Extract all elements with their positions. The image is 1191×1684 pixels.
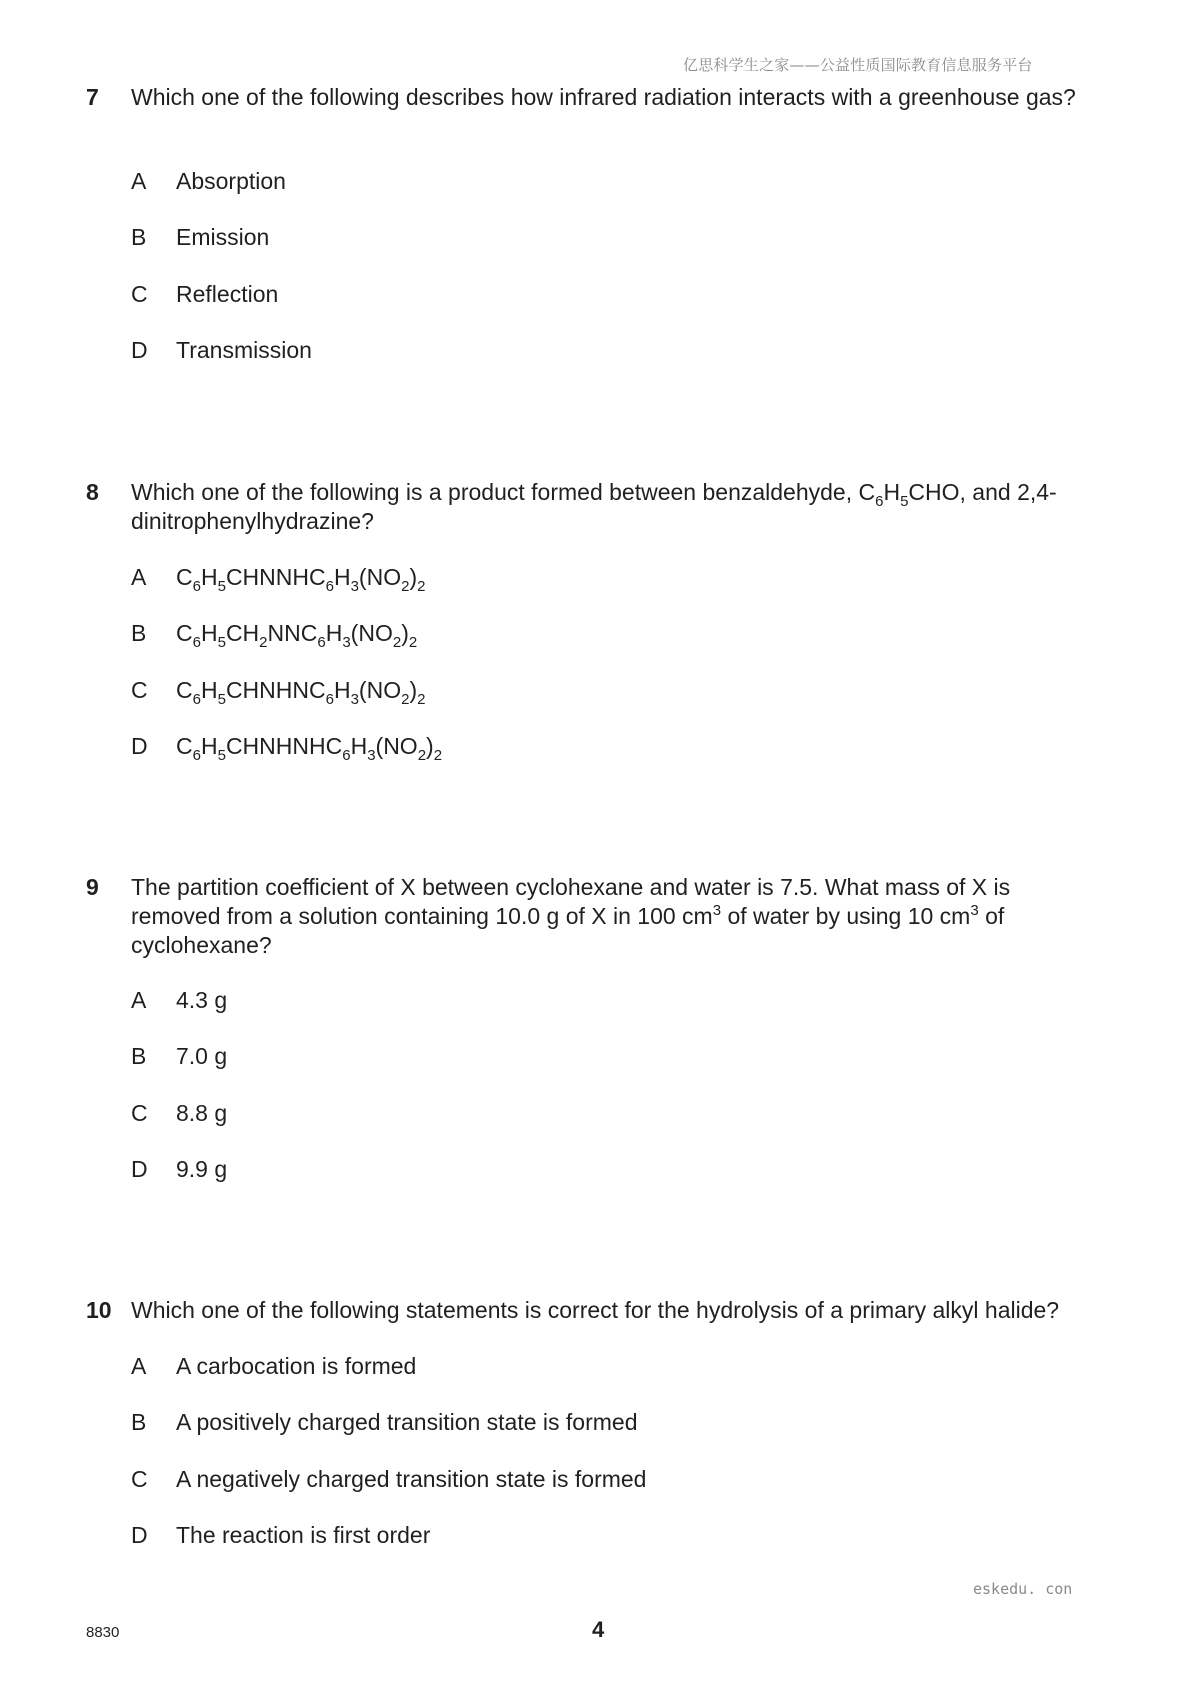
option-b[interactable] xyxy=(131,1408,638,1437)
option-letter: A xyxy=(131,564,147,590)
header-watermark: 亿思科学生之家——公益性质国际教育信息服务平台 xyxy=(683,56,1033,74)
option-letter: C xyxy=(131,1100,148,1126)
option-letter: B xyxy=(131,1409,147,1435)
option-b[interactable] xyxy=(131,223,269,252)
option-letter: A xyxy=(131,987,147,1013)
option-a[interactable] xyxy=(131,563,426,595)
option-text: Transmission xyxy=(176,337,312,363)
option-letter: C xyxy=(131,677,148,703)
option-text: Emission xyxy=(176,224,270,250)
option-b[interactable] xyxy=(131,1042,227,1071)
option-a[interactable] xyxy=(131,1352,416,1381)
option-letter: B xyxy=(131,224,147,250)
option-c[interactable] xyxy=(131,280,278,309)
option-c[interactable] xyxy=(131,1465,646,1494)
option-text: 4.3 g xyxy=(176,987,228,1013)
option-c[interactable] xyxy=(131,1099,227,1128)
paper-code: 8830 xyxy=(86,1624,120,1641)
option-b[interactable] xyxy=(131,619,418,651)
option-a[interactable] xyxy=(131,167,286,196)
option-letter: B xyxy=(131,620,147,646)
option-letter: C xyxy=(131,281,148,307)
option-letter: B xyxy=(131,1043,147,1069)
option-text: 7.0 g xyxy=(176,1043,228,1069)
option-text: A negatively charged transition state is formed xyxy=(176,1466,647,1492)
page-number: 4 xyxy=(592,1617,605,1642)
option-formula: $C_6H_5CH_2NNC_6H_3(NO_2)_2$ xyxy=(176,620,418,651)
option-formula: $C_6H_5CHNHNC_6H_3(NO_2)_2$ xyxy=(176,677,426,708)
option-text: A carbocation is formed xyxy=(176,1353,417,1379)
question-number: 7 xyxy=(86,84,99,110)
question-text: The partition coefficient of X between cyclohexane and water is 7.5. What mass of X is removed from a solution containing 10.0 g of X in 100 $cm^3$ of water by using 10 $cm^3$ of cyclohexane? xyxy=(131,874,1011,958)
option-text: Reflection xyxy=(176,281,279,307)
option-d[interactable] xyxy=(131,1521,430,1550)
question-text: Which one of the following describes how infrared radiation interacts with a greenhouse gas? xyxy=(131,84,1076,110)
option-a[interactable] xyxy=(131,986,227,1015)
option-letter: A xyxy=(131,1353,147,1379)
option-letter: D xyxy=(131,1522,148,1548)
option-text: Absorption xyxy=(176,168,286,194)
footer-watermark: eskedu. con xyxy=(973,1580,1073,1598)
option-formula: $C_6H_5CHNHNHC_6H_3(NO_2)_2$ xyxy=(176,733,443,764)
option-c[interactable] xyxy=(131,676,426,708)
question-number: 9 xyxy=(86,874,99,900)
option-text: A positively charged transition state is formed xyxy=(176,1409,638,1435)
option-text: The reaction is first order xyxy=(176,1522,431,1548)
question-text: Which one of the following statements is correct for the hydrolysis of a primary alkyl halide? xyxy=(131,1297,1060,1323)
option-d[interactable] xyxy=(131,336,312,365)
option-formula: $C_6H_5CHNNHC_6H_3(NO_2)_2$ xyxy=(176,564,426,595)
question-text: Which one of the following is a product formed between benzaldehyde, $C_6H_5CHO$, and 2,4-dinitrophenylhydrazine? xyxy=(131,479,1057,534)
option-letter: C xyxy=(131,1466,148,1492)
option-letter: A xyxy=(131,168,147,194)
question-number: 10 xyxy=(86,1297,112,1323)
option-text: 8.8 g xyxy=(176,1100,228,1126)
option-d[interactable] xyxy=(131,1155,227,1184)
option-letter: D xyxy=(131,337,148,363)
question-number: 8 xyxy=(86,479,99,505)
option-letter: D xyxy=(131,1156,148,1182)
option-d[interactable] xyxy=(131,732,443,764)
option-text: 9.9 g xyxy=(176,1156,228,1182)
option-letter: D xyxy=(131,733,148,759)
